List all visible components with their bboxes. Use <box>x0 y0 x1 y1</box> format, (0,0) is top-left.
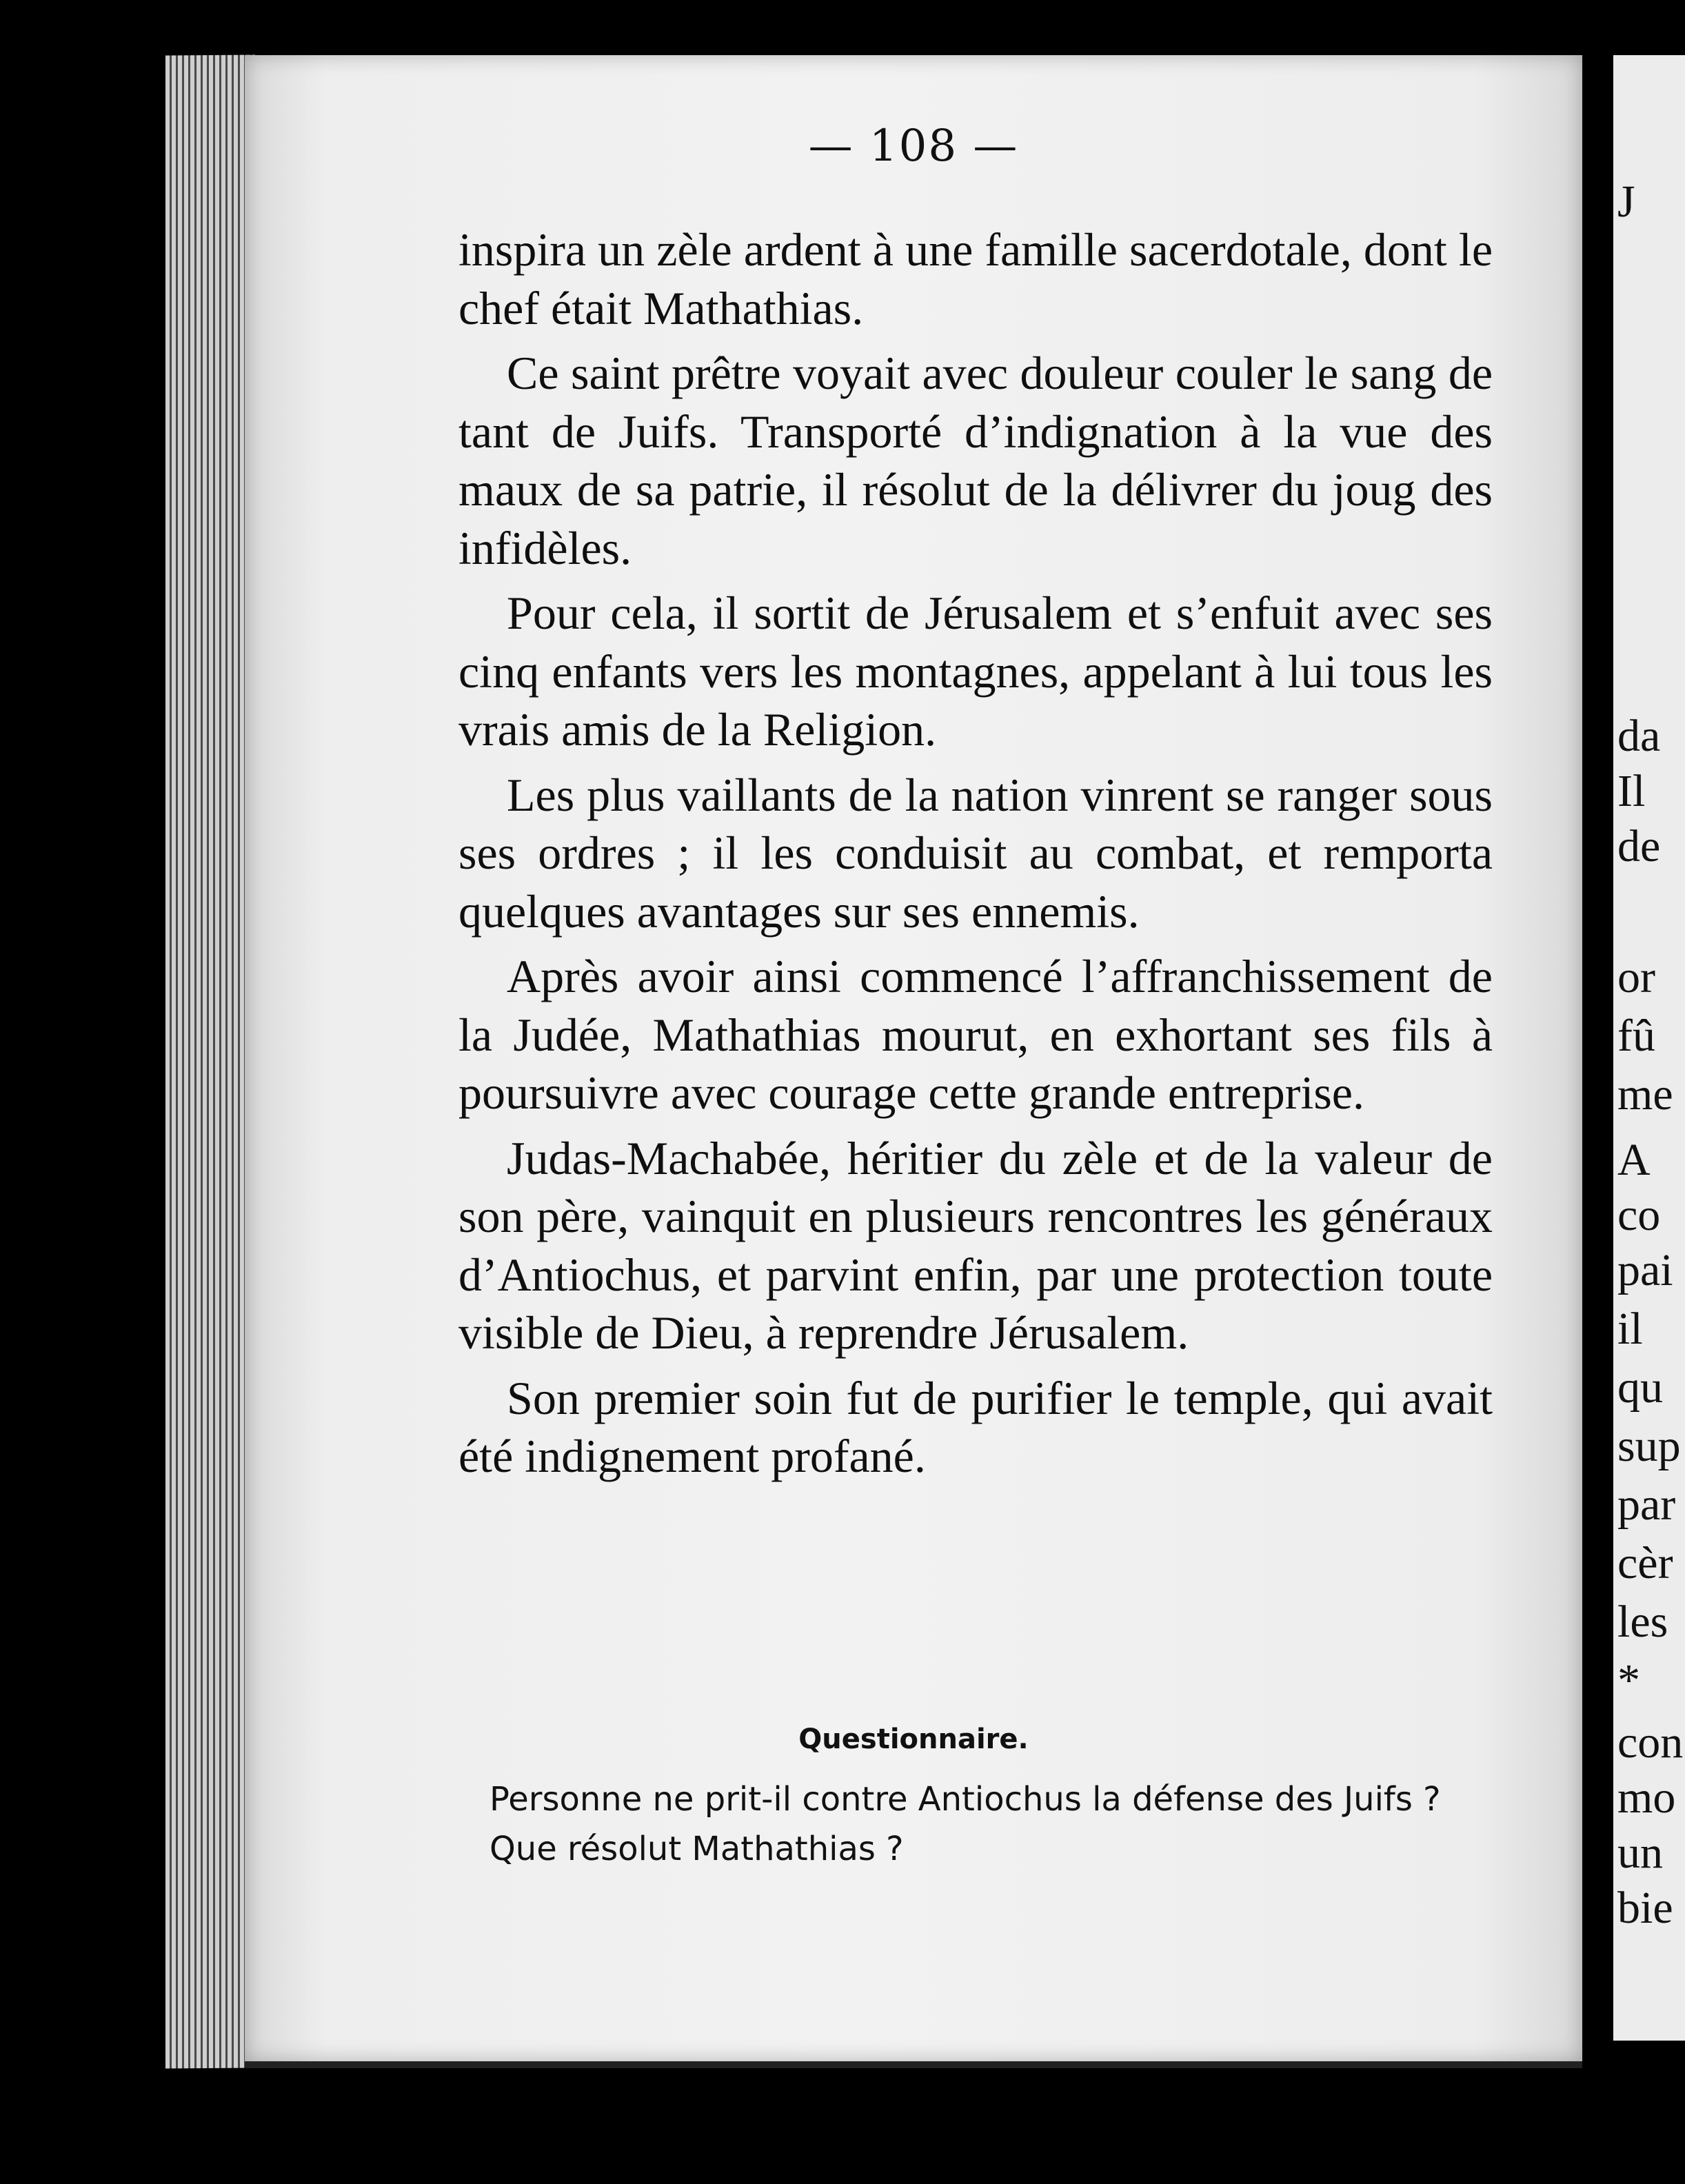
next-page-text: bie <box>1617 1883 1673 1933</box>
paragraph-2: Ce saint prêtre voyait avec douleur couler le sang de tant de Juifs. Transporté d’indignation à la vue des maux de sa patrie, il résolut de la délivrer du joug des infidèles. <box>458 347 1493 574</box>
next-page-text: qu <box>1617 1362 1663 1413</box>
questionnaire-list <box>448 1779 1489 1878</box>
next-page-text: cèr <box>1617 1538 1673 1588</box>
paragraph-6: Judas-Machabée, héritier du zèle et de la valeur de son père, vainquit en plusieurs rencontres les généraux d’Antiochus, et parvint enfin, par une protection toute visible de Dieu, à reprendre Jérusalem. <box>458 1131 1493 1359</box>
next-page-text: il <box>1617 1304 1643 1354</box>
next-page-text: J <box>1617 176 1635 227</box>
book-page <box>245 55 1582 2068</box>
next-page-text: les <box>1617 1597 1668 1647</box>
next-page-text: Il <box>1617 766 1646 816</box>
question-1: Personne ne prit-il contre Antiochus la défense des Juifs ? <box>490 1780 1441 1819</box>
next-page-text: co <box>1617 1190 1661 1240</box>
next-page-text: me <box>1617 1069 1673 1120</box>
next-page-text: de <box>1617 821 1661 871</box>
next-page-text: un <box>1617 1828 1663 1878</box>
next-page-text: or <box>1617 952 1655 1002</box>
next-page-text: A <box>1617 1135 1651 1185</box>
paragraph-4: Les plus vaillants de la nation vinrent se ranger sous ses ordres ; il les conduisit au combat, et remporta quelques avantages sur ses ennemis. <box>458 768 1493 938</box>
questionnaire-title: Questionnaire. <box>798 1723 1029 1755</box>
next-page-text: par <box>1617 1479 1676 1530</box>
page-number: — 108 — <box>808 121 1019 172</box>
next-page-text: mo <box>1617 1772 1676 1823</box>
next-page-text: sup <box>1617 1421 1681 1471</box>
next-page-text: * <box>1617 1655 1640 1706</box>
body-text <box>458 221 1493 1486</box>
paragraph-7: Son premier soin fut de purifier le temple, qui avait été indignement profané. <box>458 1371 1493 1482</box>
next-page-text: fû <box>1617 1011 1655 1061</box>
paragraph-5: Après avoir ainsi commencé l’affranchissement de la Judée, Mathathias mourut, en exhortant ses fils à poursuivre avec courage cette grande entreprise. <box>458 950 1493 1119</box>
paragraph-1: inspira un zèle ardent à une famille sacerdotale, dont le chef était Mathathias. <box>458 223 1493 334</box>
paragraph-3: Pour cela, il sortit de Jérusalem et s’enfuit avec ses cinq enfants vers les montagnes, appelant à lui tous les vrais amis de la Religion. <box>458 587 1493 756</box>
next-page-text: con <box>1617 1717 1684 1768</box>
next-page-fragment <box>1613 55 1685 2041</box>
page-edge-stack <box>165 55 255 2069</box>
next-page-text: da <box>1617 711 1661 761</box>
question-2: Que résolut Mathathias ? <box>490 1830 904 1868</box>
next-page-text: pai <box>1617 1245 1673 1295</box>
